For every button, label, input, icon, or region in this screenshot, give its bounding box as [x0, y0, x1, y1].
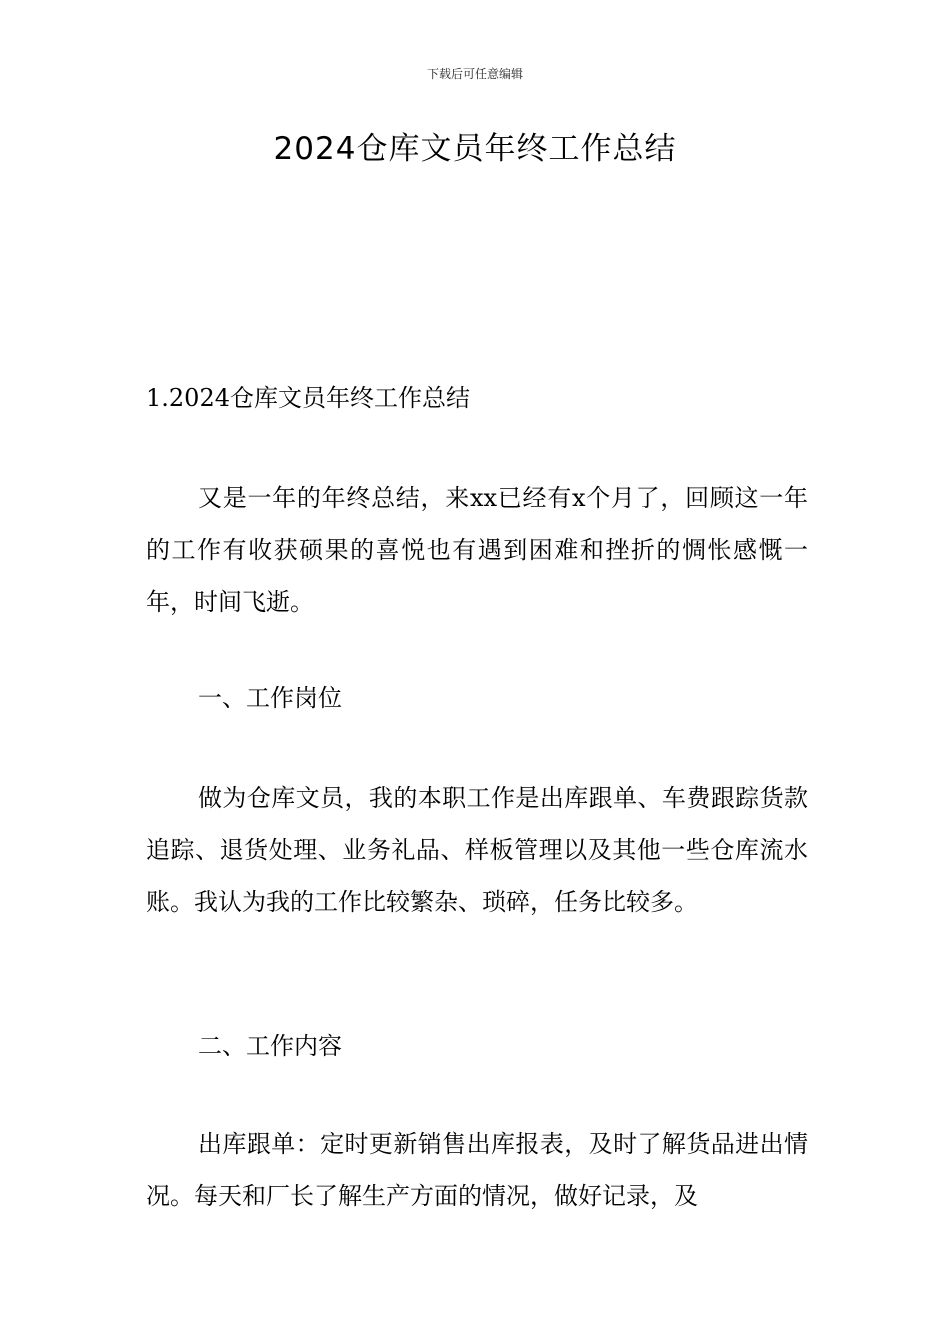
- paragraph-job-description: 做为仓库文员，我的本职工作是出库跟单、车费跟踪货款追踪、退货处理、业务礼品、样板管理以及其他一些仓库流水账。我认为我的工作比较繁杂、琐碎，任务比较多。: [146, 784, 808, 916]
- paragraph-intro: 又是一年的年终总结，来xx已经有x个月了，回顾这一年的工作有收获硕果的喜悦也有遇到困难和挫折的惆怅感慨一年，时间飞逝。: [146, 484, 808, 616]
- heading-job-position: 一、工作岗位: [198, 684, 342, 712]
- document-title: 2024仓库文员年终工作总结: [273, 131, 677, 167]
- heading-work-content: 二、工作内容: [198, 1032, 342, 1060]
- section-heading: 1.2024仓库文员年终工作总结: [146, 384, 470, 412]
- download-note: 下载后可任意编辑: [426, 67, 523, 81]
- paragraph-outbound-tracking: 出库跟单：定时更新销售出库报表，及时了解货品进出情况。每天和厂长了解生产方面的情况，做好记录，及: [146, 1130, 808, 1210]
